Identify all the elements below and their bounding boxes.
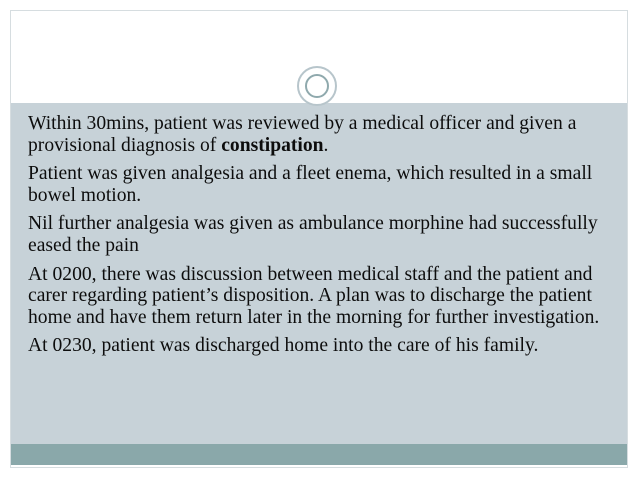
footer-band <box>11 444 627 465</box>
paragraph-treatment: Patient was given analgesia and a fleet enema, which resulted in a small bowel motion. <box>28 163 593 206</box>
decorative-inner-ring-icon <box>305 74 329 98</box>
paragraph-discharge: At 0230, patient was discharged home into the care of his family. <box>28 335 539 357</box>
paragraph-review <box>28 113 618 156</box>
paragraph-analgesia: Nil further analgesia was given as ambulance morphine had successfully eased the pain <box>28 213 598 256</box>
paragraph-review-end: . <box>323 134 329 156</box>
slide-content <box>28 113 618 357</box>
diagnosis-term: constipation <box>221 134 324 156</box>
paragraph-discussion: At 0200, there was discussion between medical staff and the patient and carer regarding patient’s disposition. A plan was to discharge the patient home and have them return later in the morning for further investigation. <box>28 263 600 328</box>
paragraph-review-text: Within 30mins, patient was reviewed by a medical officer and given a provisional diagnosis of <box>28 113 577 156</box>
